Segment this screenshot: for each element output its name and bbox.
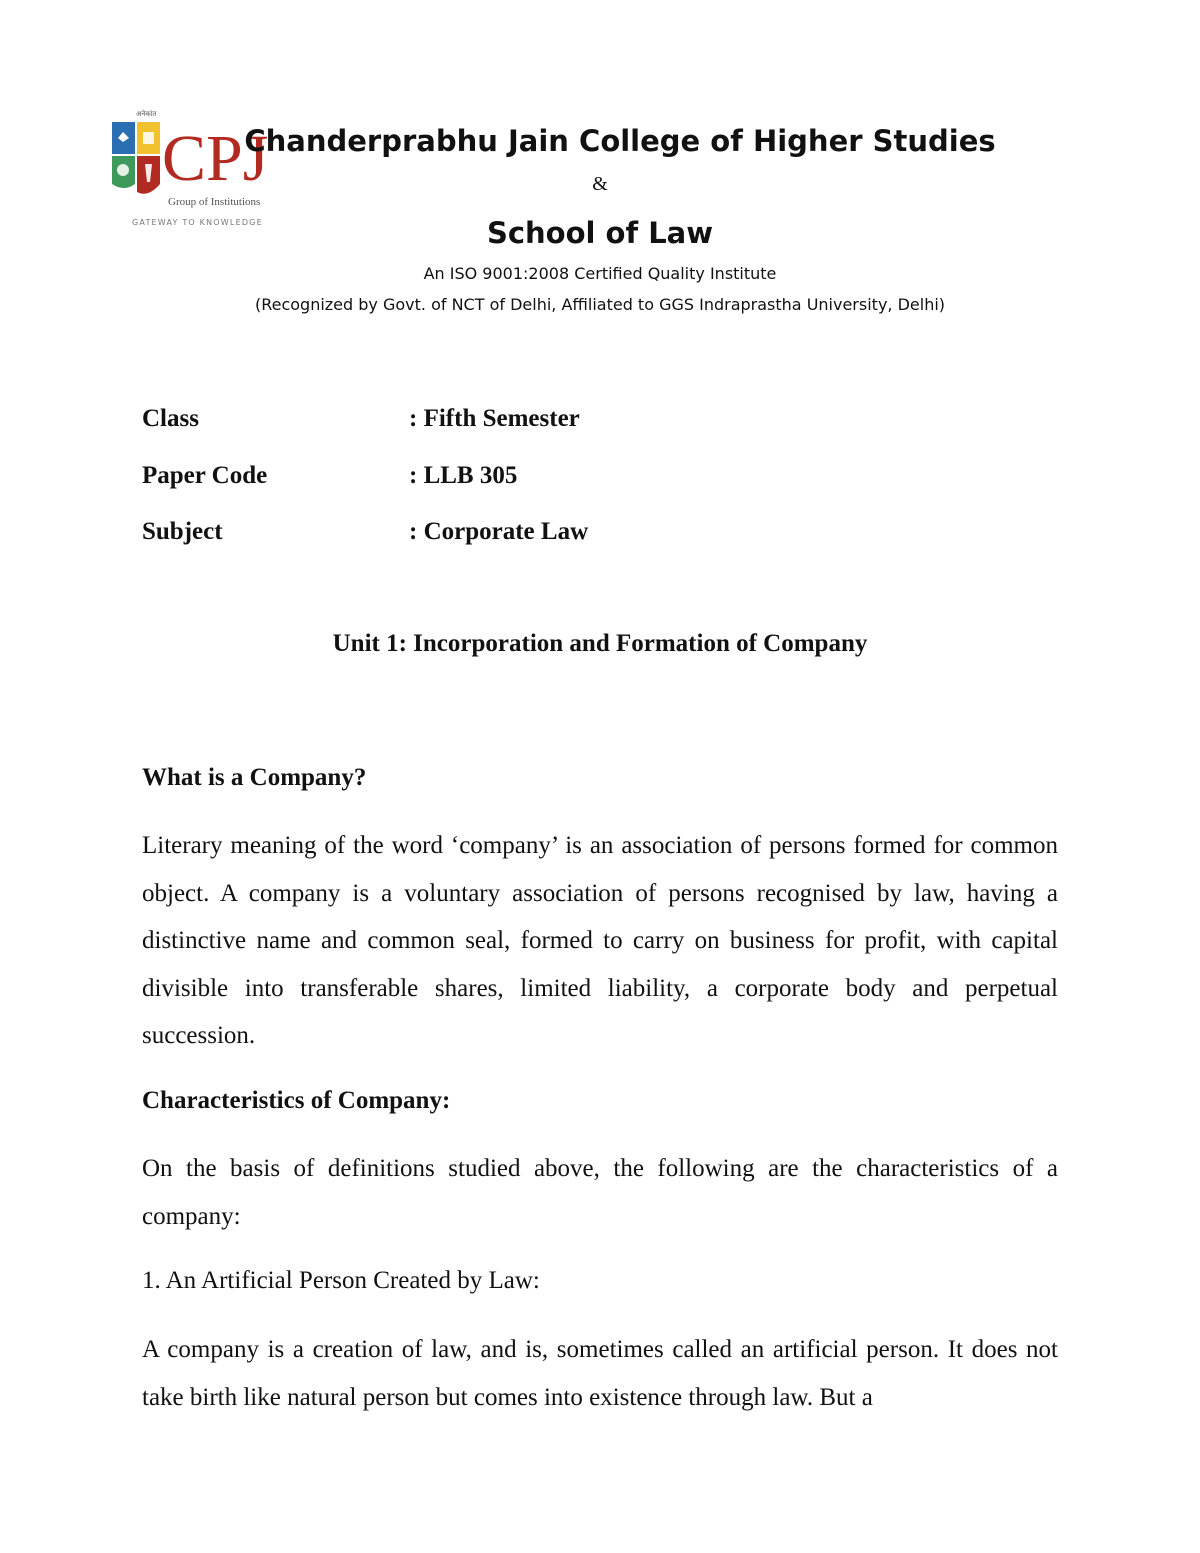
- literary-meaning-paragraph: Literary meaning of the word ‘company’ is an association of persons formed for common object. A company is a voluntary association of persons recognised by law, having a distinctive name and common seal, formed to carry on business for profit, with capital divisible into transferable shares, limited liability, a corporate body and perpetual succession.: [142, 832, 1058, 1049]
- unit-title: Unit 1: Incorporation and Formation of Company: [332, 630, 868, 657]
- logo-letters: CPJ: [162, 122, 269, 195]
- subject-value: : Corporate Law: [409, 518, 589, 545]
- characteristics-heading: Characteristics of Company:: [142, 1087, 451, 1114]
- subject-label: Subject: [142, 518, 223, 545]
- header-ampersand: &: [592, 173, 608, 195]
- recognition-line: (Recognized by Govt. of NCT of Delhi, Affiliated to GGS Indraprastha University, Delhi): [254, 295, 946, 314]
- point-1-heading: 1. An Artificial Person Created by Law:: [142, 1267, 540, 1294]
- class-label: Class: [142, 405, 199, 432]
- paper-code-label: Paper Code: [142, 462, 268, 489]
- logo-group-text: Group of Institutions: [168, 196, 261, 208]
- paper-code-value: : LLB 305: [409, 462, 518, 489]
- artificial-person-paragraph: A company is a creation of law, and is, sometimes called an artificial person. It does not take birth like natural person but comes into existence through law. But a: [142, 1336, 1058, 1411]
- school-name: School of Law: [486, 216, 714, 250]
- definitions-basis-paragraph: On the basis of definitions studied above, the following are the characteristics of a company:: [142, 1155, 1058, 1230]
- logo-tagline-top: अनेकांत: [136, 110, 157, 118]
- logo-motto: GATEWAY TO KNOWLEDGE: [132, 218, 263, 227]
- class-value: : Fifth Semester: [409, 405, 580, 432]
- what-is-company-heading: What is a Company?: [142, 764, 367, 791]
- college-name: Chanderprabhu Jain College of Higher Studies: [244, 124, 996, 158]
- iso-certification-line: An ISO 9001:2008 Certified Quality Institute: [423, 264, 777, 283]
